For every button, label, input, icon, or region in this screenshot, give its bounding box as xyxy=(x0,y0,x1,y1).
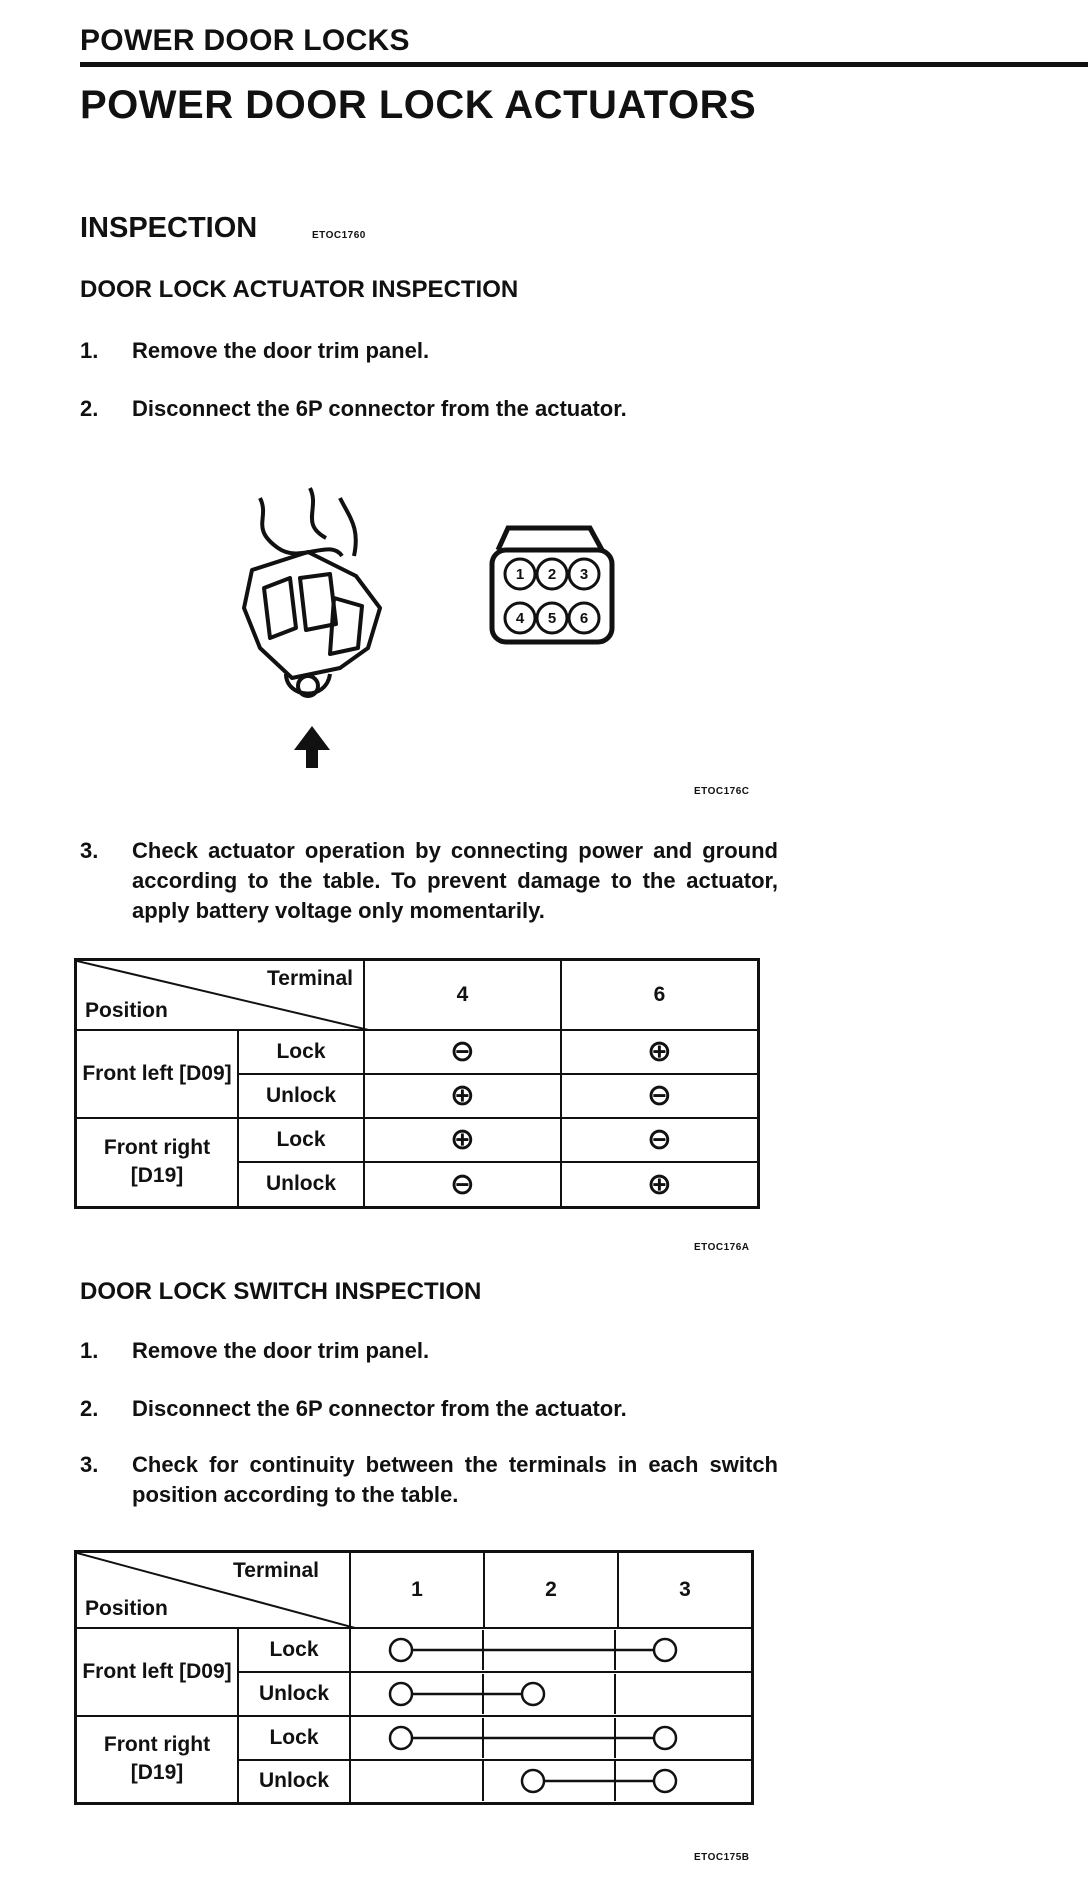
step-number: 2. xyxy=(80,1396,99,1421)
position-group: Front left [D09] xyxy=(76,1628,239,1716)
row-label: Lock xyxy=(238,1716,350,1760)
step-text: Disconnect the 6P connector from the actuator. xyxy=(132,396,627,421)
page-title: POWER DOOR LOCK ACTUATORS xyxy=(80,83,757,127)
position-group: Front right [D19] xyxy=(76,1118,239,1208)
continuity-terminal-circle xyxy=(390,1727,412,1749)
step-number: 3. xyxy=(80,838,99,863)
polarity-cell: ⊖ xyxy=(364,1030,561,1074)
continuity-terminal-circle xyxy=(654,1727,676,1749)
connector-illustration xyxy=(230,478,690,768)
pin-label: 4 xyxy=(515,610,525,627)
switch-step-3 xyxy=(80,1450,780,1514)
pin-label: 5 xyxy=(547,610,557,627)
column-header: 1 xyxy=(350,1552,484,1628)
continuity-terminal-circle xyxy=(390,1639,412,1661)
step-text: Remove the door trim panel. xyxy=(132,1338,430,1363)
continuity-terminal-circle xyxy=(654,1639,676,1661)
column-header: 3 xyxy=(618,1552,753,1628)
section-header: POWER DOOR LOCKS xyxy=(80,24,410,57)
actuator-plug-drawing xyxy=(244,488,380,696)
continuity-row xyxy=(350,1760,753,1804)
pin-label: 2 xyxy=(547,566,557,583)
continuity-terminal-circle xyxy=(522,1770,544,1792)
table-corner-cell xyxy=(76,1552,351,1628)
step-text: Remove the door trim panel. xyxy=(132,338,430,363)
actuator-operation-table xyxy=(74,958,760,1209)
column-header: 2 xyxy=(484,1552,618,1628)
step-number: 3. xyxy=(80,1452,99,1477)
continuity-diagram xyxy=(351,1630,747,1670)
step-number: 1. xyxy=(80,338,99,363)
step-text: Check for continuity between the terminals in each switch position according to the table. xyxy=(132,1452,778,1507)
pin-label: 6 xyxy=(579,610,589,627)
header-rule xyxy=(80,62,1088,67)
row-label: Lock xyxy=(238,1118,364,1162)
continuity-terminal-circle xyxy=(390,1683,412,1705)
column-header: 6 xyxy=(561,960,759,1030)
continuity-row xyxy=(350,1672,753,1716)
column-header: 4 xyxy=(364,960,561,1030)
polarity-cell: ⊖ xyxy=(561,1118,759,1162)
continuity-row xyxy=(350,1716,753,1760)
pin-label: 3 xyxy=(579,566,589,583)
position-group: Front right [D19] xyxy=(76,1716,239,1804)
row-label: Unlock xyxy=(238,1162,364,1208)
terminal-label: Terminal xyxy=(267,967,353,990)
step-number: 2. xyxy=(80,396,99,421)
switch-continuity-table xyxy=(74,1550,754,1805)
row-label: Lock xyxy=(238,1628,350,1672)
table-code: ETOC176A xyxy=(694,1242,750,1253)
step-number: 1. xyxy=(80,1338,99,1363)
continuity-diagram xyxy=(351,1674,747,1714)
row-label: Unlock xyxy=(238,1760,350,1804)
polarity-cell: ⊕ xyxy=(364,1074,561,1118)
polarity-cell: ⊖ xyxy=(561,1074,759,1118)
step-text: Disconnect the 6P connector from the actuator. xyxy=(132,1396,627,1421)
position-label: Position xyxy=(85,998,168,1022)
continuity-terminal-circle xyxy=(654,1770,676,1792)
terminal-label: Terminal xyxy=(233,1559,319,1582)
position-label: Position xyxy=(85,1596,168,1620)
actuator-step-3 xyxy=(80,836,780,932)
row-label: Unlock xyxy=(238,1672,350,1716)
inspection-heading: INSPECTION xyxy=(80,212,258,244)
continuity-terminal-circle xyxy=(522,1683,544,1705)
row-label: Unlock xyxy=(238,1074,364,1118)
actuator-inspection-heading: DOOR LOCK ACTUATOR INSPECTION xyxy=(80,276,519,303)
position-group: Front left [D09] xyxy=(76,1030,239,1118)
pin-label: 1 xyxy=(515,566,525,583)
arrow-up-icon xyxy=(294,726,330,768)
connector-figure xyxy=(230,478,690,768)
figure-code: ETOC176C xyxy=(694,786,750,797)
switch-inspection-heading: DOOR LOCK SWITCH INSPECTION xyxy=(80,1278,482,1305)
polarity-cell: ⊕ xyxy=(561,1162,759,1208)
table-code: ETOC175B xyxy=(694,1852,750,1863)
step-text: Check actuator operation by connecting power and ground according to the table. To prevent damage to the actuator, apply battery voltage only momentarily. xyxy=(132,838,778,923)
polarity-cell: ⊕ xyxy=(364,1118,561,1162)
table-corner-cell xyxy=(76,960,365,1030)
polarity-cell: ⊖ xyxy=(364,1162,561,1208)
continuity-row xyxy=(350,1628,753,1672)
continuity-diagram xyxy=(351,1761,747,1801)
row-label: Lock xyxy=(238,1030,364,1074)
polarity-cell: ⊕ xyxy=(561,1030,759,1074)
continuity-diagram xyxy=(351,1718,747,1758)
inspection-code: ETOC1760 xyxy=(312,230,366,241)
